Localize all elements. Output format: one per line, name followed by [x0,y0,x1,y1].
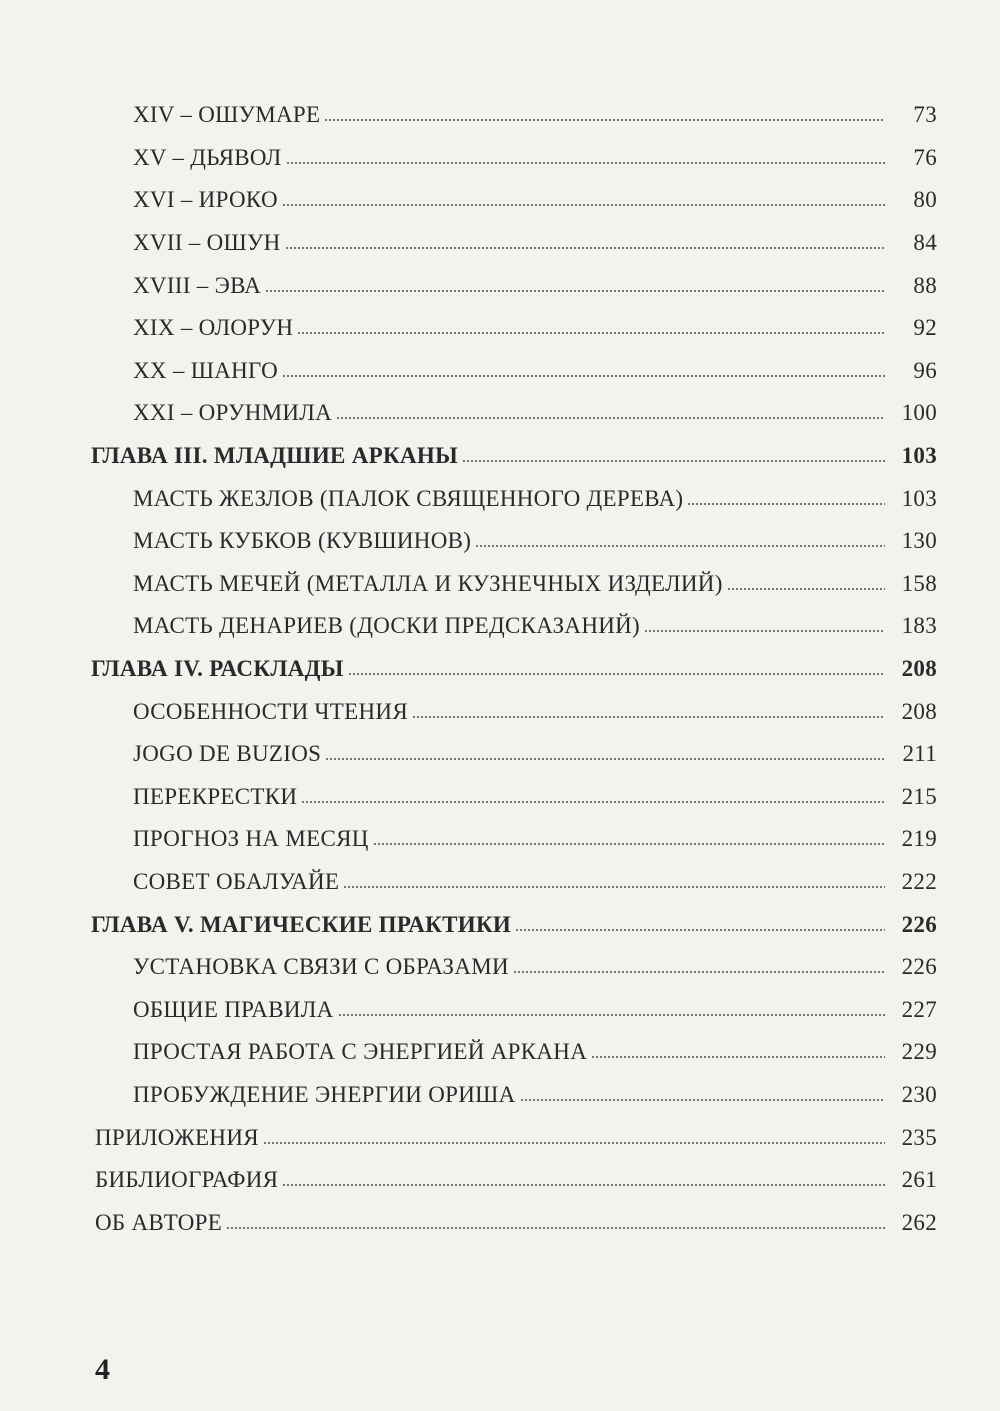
toc-entry-title: XVIII – ЭВА [133,272,262,298]
dot-leader [343,886,885,888]
toc-entry [0,605,1000,648]
toc-entry-title: JOGO DE BUZIOS [133,741,322,767]
toc-entry [0,179,1000,222]
toc-entry-page: 130 [901,528,937,554]
dot-leader [265,290,885,292]
dot-leader [727,588,885,590]
dot-leader [282,1184,885,1186]
toc-entry-page: 262 [901,1209,937,1235]
toc-entry-page: 261 [901,1167,937,1193]
toc-entry [0,94,1000,137]
toc-entry-page: 208 [901,656,937,682]
toc-entry-page: 229 [901,1039,937,1065]
toc-top-entry [0,1159,1000,1202]
toc-entry-title: XVI – ИРОКО [133,187,278,213]
toc-entry [0,1074,1000,1117]
dot-leader [297,332,885,334]
toc-entry [0,350,1000,393]
dot-leader [263,1142,885,1144]
dot-leader [462,460,885,462]
toc-chapter-title: ГЛАВА III. МЛАДШИЕ АРКАНЫ [91,443,458,469]
toc-entry-page: 76 [913,144,937,170]
toc-entry-page: 227 [901,996,937,1022]
toc-entry-page: 80 [913,187,937,213]
toc-entry [0,307,1000,350]
dot-leader [226,1227,885,1229]
toc-entry-page: 158 [901,570,937,596]
toc-entry-title: XXI – ОРУНМИЛА [133,400,333,426]
toc-entry-page: 215 [901,783,937,809]
toc-entry-title: МАСТЬ ЖЕЗЛОВ (ПАЛОК СВЯЩЕННОГО ДЕРЕВА) [133,485,684,511]
toc-entry-title: МАСТЬ МЕЧЕЙ (МЕТАЛЛА И КУЗНЕЧНЫХ ИЗДЕЛИЙ) [133,570,723,596]
toc-entry-page: 183 [901,613,937,639]
toc-entry [0,222,1000,265]
dot-leader [591,1056,885,1058]
toc-entry [0,477,1000,520]
toc-chapter-title: ГЛАВА V. МАГИЧЕСКИЕ ПРАКТИКИ [91,911,512,937]
toc-entry-page: 230 [901,1081,937,1107]
toc-entry [0,818,1000,861]
toc-entry-title: БИБЛИОГРАФИЯ [95,1167,279,1193]
toc-entry-page: 88 [913,272,937,298]
dot-leader [513,971,885,973]
toc-entry-title: ПЕРЕКРЕСТКИ [133,783,298,809]
toc-chapter-entry [0,648,1000,691]
toc-entry [0,1031,1000,1074]
table-of-contents [0,94,1000,1244]
toc-entry-title: XIX – ОЛОРУН [133,315,294,341]
toc-entry [0,690,1000,733]
toc-top-entry [0,1201,1000,1244]
toc-entry [0,137,1000,180]
dot-leader [520,1099,885,1101]
dot-leader [687,503,885,505]
dot-leader [282,375,885,377]
dot-leader [515,929,885,931]
toc-entry-title: УСТАНОВКА СВЯЗИ С ОБРАЗАМИ [133,954,509,980]
toc-top-entry [0,1116,1000,1159]
toc-entry-page: 235 [901,1124,937,1150]
dot-leader [348,673,885,675]
page-number: 4 [95,1353,110,1386]
toc-entry [0,563,1000,606]
toc-entry-title: ПРИЛОЖЕНИЯ [95,1124,259,1150]
dot-leader [325,758,885,760]
dot-leader [286,162,885,164]
toc-entry-page: 100 [901,400,937,426]
dot-leader [373,843,885,845]
toc-entry [0,392,1000,435]
dot-leader [301,801,885,803]
dot-leader [285,247,885,249]
toc-entry-title: XIV – ОШУМАРЕ [133,102,321,128]
toc-entry-page: 84 [913,230,937,256]
toc-entry-title: XVII – ОШУН [133,230,281,256]
toc-entry-page: 96 [913,357,937,383]
dot-leader [336,417,885,419]
toc-entry-title: ПРОБУЖДЕНИЕ ЭНЕРГИИ ОРИША [133,1081,516,1107]
toc-entry-title: ОСОБЕННОСТИ ЧТЕНИЯ [133,698,408,724]
toc-entry-page: 211 [902,741,937,767]
toc-entry-title: ОБЩИЕ ПРАВИЛА [133,996,334,1022]
dot-leader [475,545,885,547]
toc-entry [0,776,1000,819]
toc-entry-title: СОВЕТ ОБАЛУАЙЕ [133,868,340,894]
toc-entry [0,861,1000,904]
toc-entry-page: 219 [901,826,937,852]
toc-entry-page: 103 [901,485,937,511]
dot-leader [644,630,885,632]
toc-entry-title: МАСТЬ ДЕНАРИЕВ (ДОСКИ ПРЕДСКАЗАНИЙ) [133,613,641,639]
dot-leader [324,119,885,121]
toc-chapter-entry [0,435,1000,478]
toc-entry [0,733,1000,776]
toc-entry-title: XX – ШАНГО [133,357,278,383]
toc-entry-page: 226 [901,911,937,937]
toc-entry-page: 103 [901,443,937,469]
toc-entry [0,520,1000,563]
toc-chapter-entry [0,903,1000,946]
toc-entry [0,988,1000,1031]
toc-entry-page: 73 [913,102,937,128]
dot-leader [338,1014,885,1016]
toc-entry-title: ОБ АВТОРЕ [95,1209,223,1235]
toc-entry-page: 92 [913,315,937,341]
toc-entry-title: ПРОГНОЗ НА МЕСЯЦ [133,826,369,852]
toc-entry-page: 226 [901,954,937,980]
toc-entry-page: 222 [901,868,937,894]
toc-entry-page: 208 [901,698,937,724]
toc-entry-title: МАСТЬ КУБКОВ (КУВШИНОВ) [133,528,472,554]
toc-entry-title: XV – ДЬЯВОЛ [133,144,282,170]
toc-entry [0,946,1000,989]
dot-leader [412,716,885,718]
dot-leader [282,204,885,206]
toc-entry [0,264,1000,307]
toc-chapter-title: ГЛАВА IV. РАСКЛАДЫ [91,656,344,682]
toc-entry-title: ПРОСТАЯ РАБОТА С ЭНЕРГИЕЙ АРКАНА [133,1039,588,1065]
